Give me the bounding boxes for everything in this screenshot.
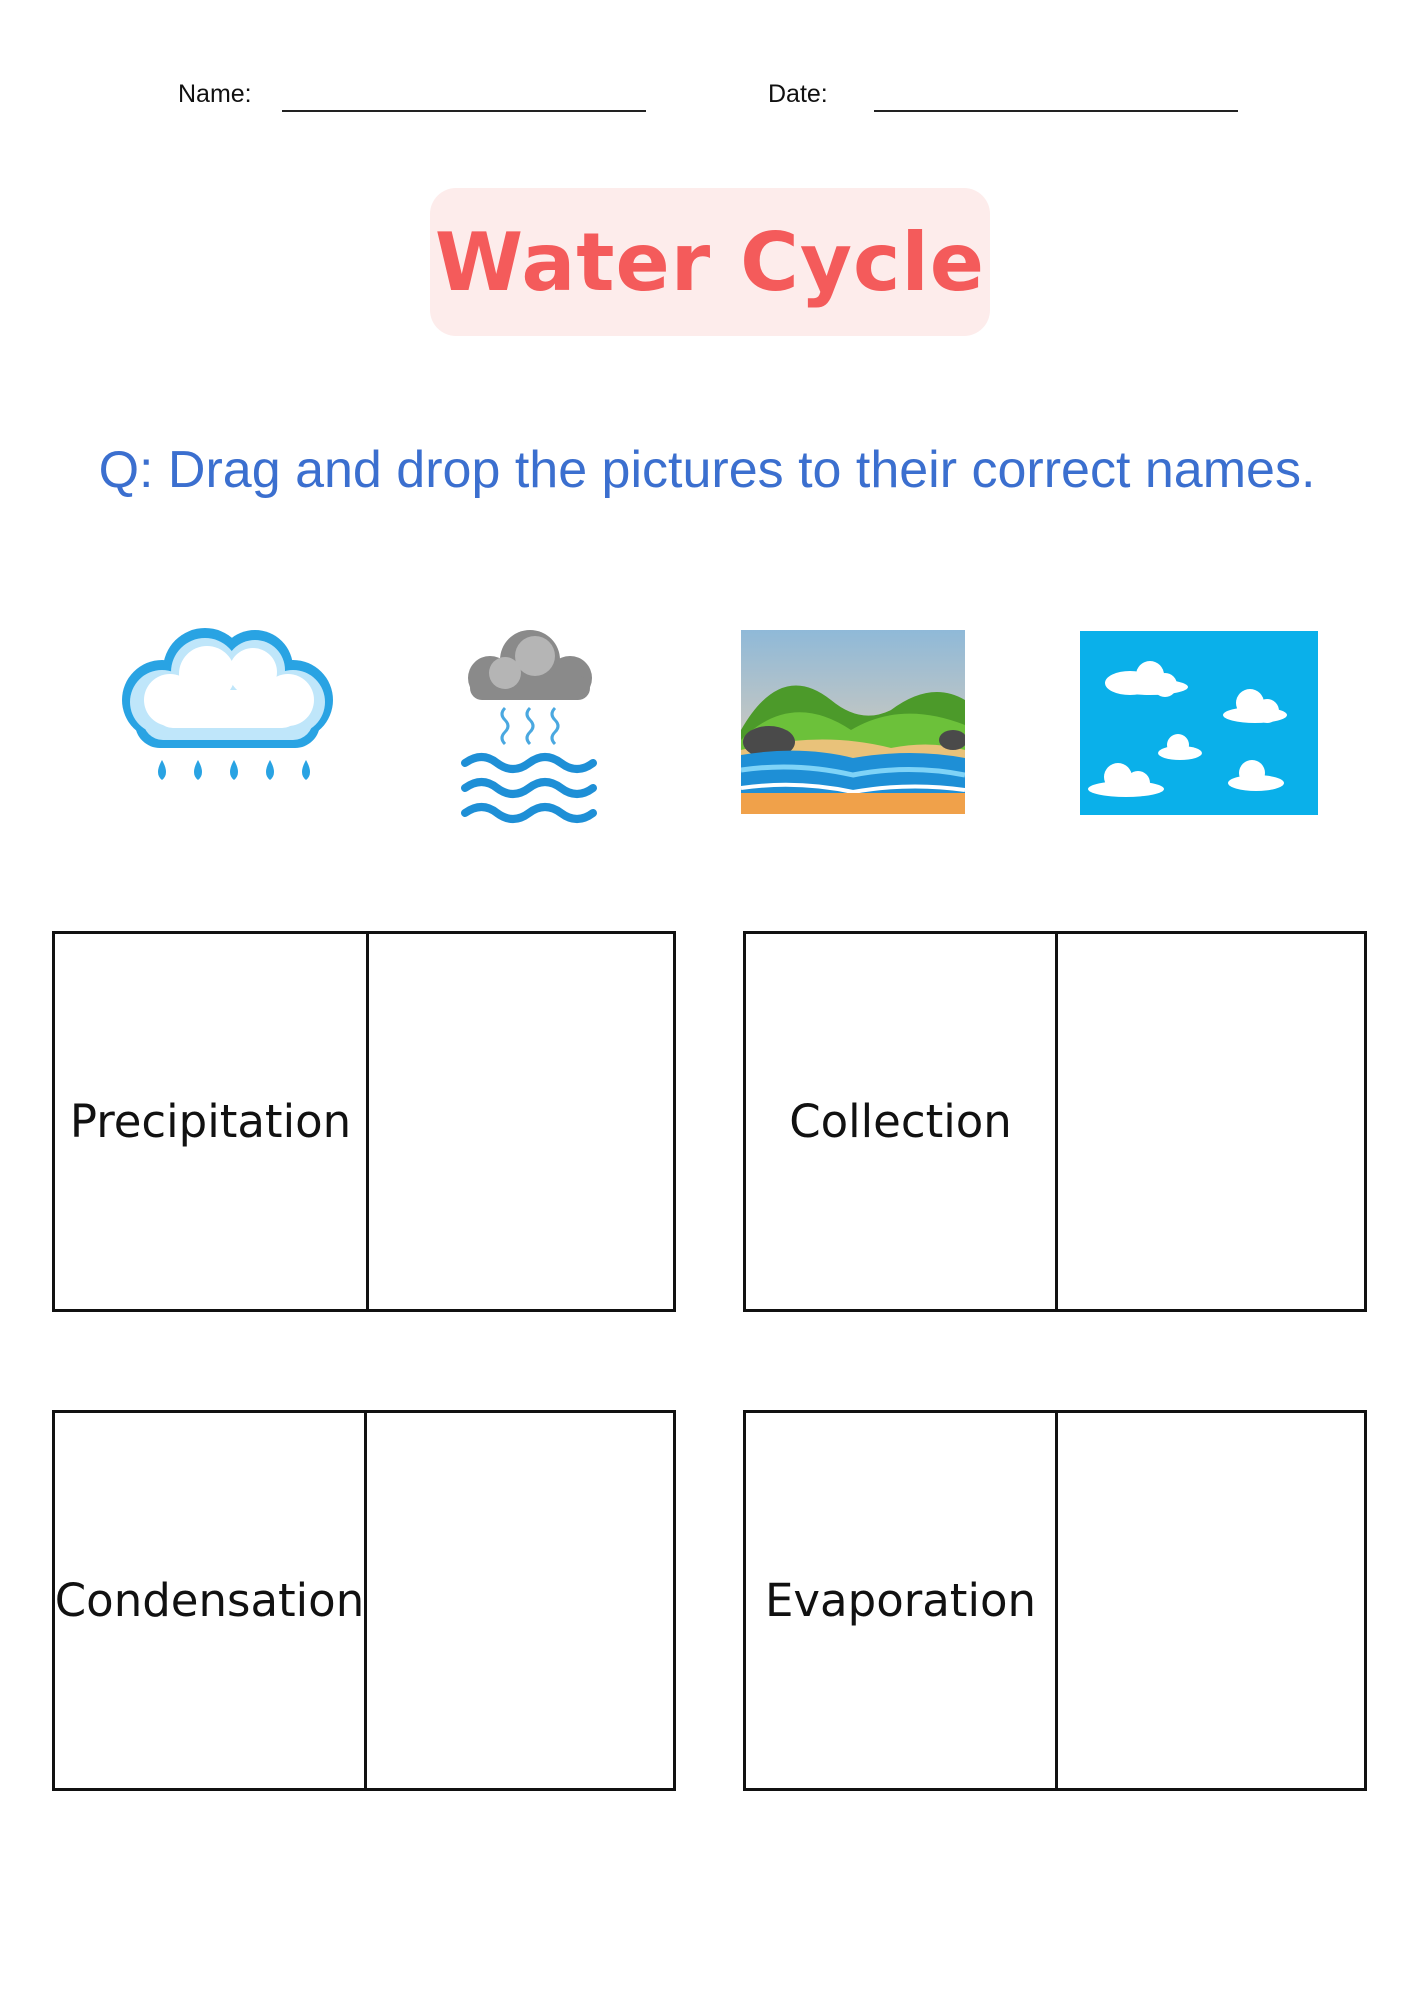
rain-cloud-icon[interactable] bbox=[110, 620, 345, 800]
question-text: Q: Drag and drop the pictures to their correct names. bbox=[98, 441, 1316, 499]
label-precipitation: Precipitation bbox=[69, 1095, 352, 1148]
sky-clouds-icon[interactable] bbox=[1080, 631, 1318, 815]
match-box-precipitation bbox=[52, 931, 676, 1312]
match-box-condensation bbox=[52, 1410, 676, 1791]
match-box-evaporation bbox=[743, 1410, 1367, 1791]
drop-zone-condensation[interactable] bbox=[367, 1413, 673, 1788]
match-box-collection bbox=[743, 931, 1367, 1312]
label-condensation: Condensation bbox=[54, 1574, 365, 1627]
name-label: Name: bbox=[178, 80, 252, 108]
date-label: Date: bbox=[768, 80, 828, 108]
label-cell bbox=[55, 934, 369, 1309]
landscape-lake-icon[interactable] bbox=[741, 630, 965, 814]
label-cell bbox=[746, 934, 1058, 1309]
name-field-line[interactable] bbox=[282, 110, 646, 112]
title-banner bbox=[430, 188, 990, 336]
label-evaporation: Evaporation bbox=[764, 1574, 1036, 1627]
date-field-line[interactable] bbox=[874, 110, 1238, 112]
drop-zone-collection[interactable] bbox=[1058, 934, 1364, 1309]
label-collection: Collection bbox=[789, 1095, 1012, 1148]
drop-zone-precipitation[interactable] bbox=[369, 934, 673, 1309]
page-title: Water Cycle bbox=[434, 215, 986, 309]
label-cell bbox=[55, 1413, 367, 1788]
drop-zone-evaporation[interactable] bbox=[1058, 1413, 1364, 1788]
evaporation-water-icon[interactable] bbox=[455, 628, 605, 828]
label-cell bbox=[746, 1413, 1058, 1788]
